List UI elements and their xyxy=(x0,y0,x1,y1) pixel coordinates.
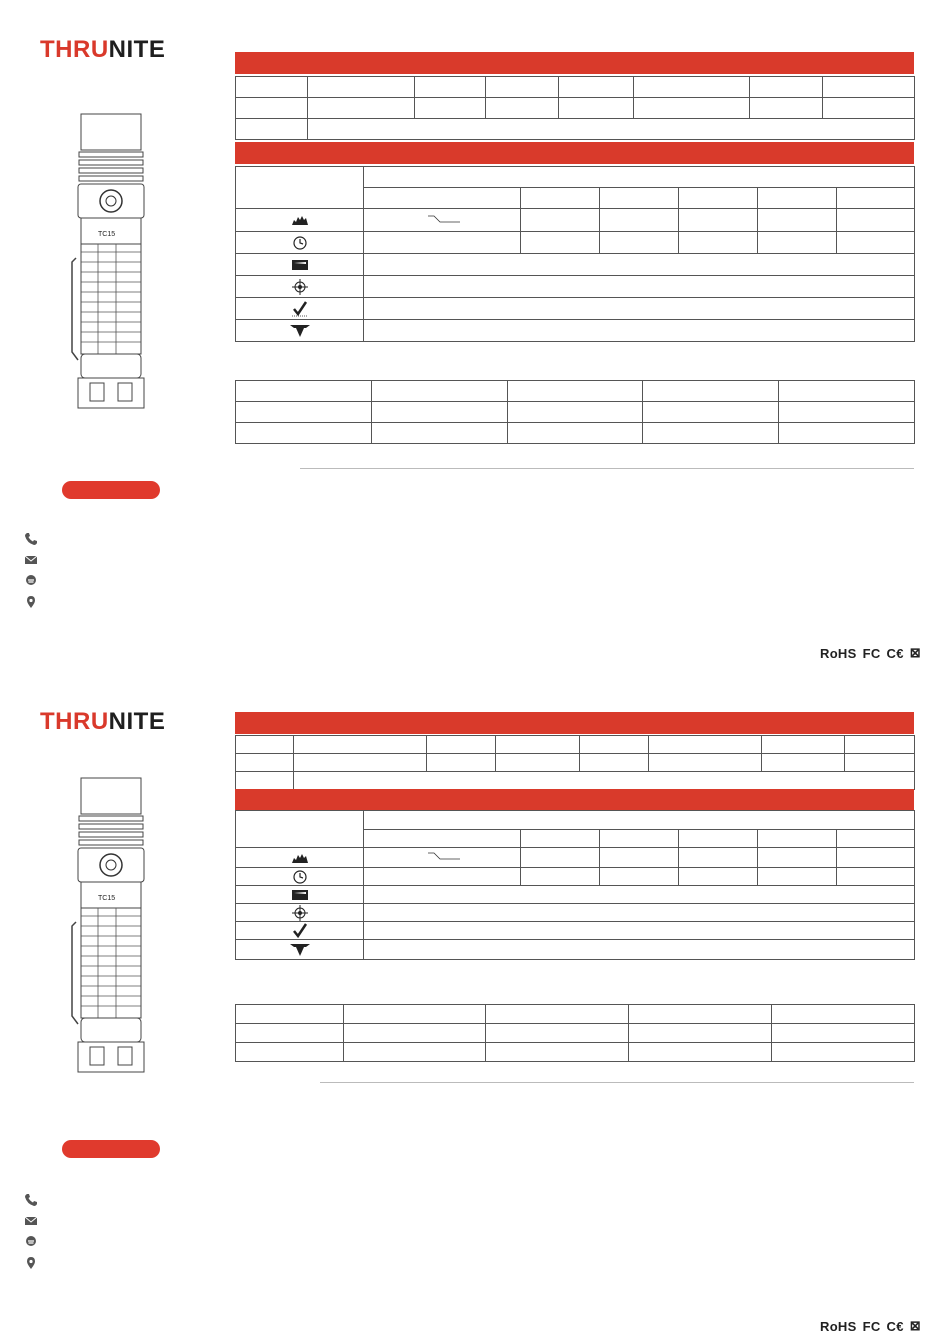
flashlight-illustration xyxy=(66,776,156,1076)
beam-distance-icon xyxy=(236,258,363,272)
certification-marks xyxy=(820,1318,921,1334)
email-icon xyxy=(24,553,38,567)
phone-icon xyxy=(24,532,38,546)
location-icon xyxy=(24,595,38,609)
waterproof-icon xyxy=(236,324,363,338)
certification-marks xyxy=(820,645,921,661)
divider-line xyxy=(300,468,914,469)
intensity-icon xyxy=(236,905,363,921)
runtime-icon xyxy=(236,236,363,250)
weee-mark: ⊠ xyxy=(909,1318,921,1333)
model-label: TC15 xyxy=(98,895,116,902)
red-tag xyxy=(62,1140,160,1158)
performance-table xyxy=(235,166,915,342)
accessories-table xyxy=(235,380,915,444)
email-icon xyxy=(24,1214,38,1228)
divider-line xyxy=(320,1082,914,1083)
impact-resistance-icon xyxy=(236,923,363,939)
weee-mark: ⊠ xyxy=(909,645,921,660)
accessories-table xyxy=(235,1004,915,1062)
runtime-icon xyxy=(236,870,363,884)
product-info-table xyxy=(235,76,915,140)
output-icon xyxy=(236,214,363,226)
flashlight-illustration xyxy=(66,112,156,412)
product-info-table xyxy=(235,735,915,790)
waterproof-icon xyxy=(236,943,363,957)
model-label: TC15 xyxy=(98,231,116,238)
rohs-mark: RoHS xyxy=(820,645,857,661)
ce-mark: C€ xyxy=(886,645,904,661)
web-icon xyxy=(24,573,38,587)
intensity-icon xyxy=(236,279,363,295)
brand-logo: THRUNITE xyxy=(40,36,166,63)
red-tag xyxy=(62,481,160,499)
location-icon xyxy=(24,1256,38,1270)
spec-header-bar xyxy=(235,142,914,164)
brand-logo: THRUNITE xyxy=(40,708,166,735)
spec-sheet-page-2 xyxy=(0,672,950,1344)
beam-distance-icon xyxy=(236,888,363,902)
fcc-mark: FC xyxy=(862,1318,881,1334)
impact-resistance-icon xyxy=(236,301,363,317)
performance-table xyxy=(235,810,915,960)
ce-mark: C€ xyxy=(886,1318,904,1334)
output-icon xyxy=(236,852,363,864)
rohs-mark: RoHS xyxy=(820,1318,857,1334)
spec-header-bar xyxy=(235,789,914,810)
header-bar xyxy=(235,712,914,734)
fcc-mark: FC xyxy=(862,645,881,661)
web-icon xyxy=(24,1234,38,1248)
header-bar xyxy=(235,52,914,74)
phone-icon xyxy=(24,1193,38,1207)
